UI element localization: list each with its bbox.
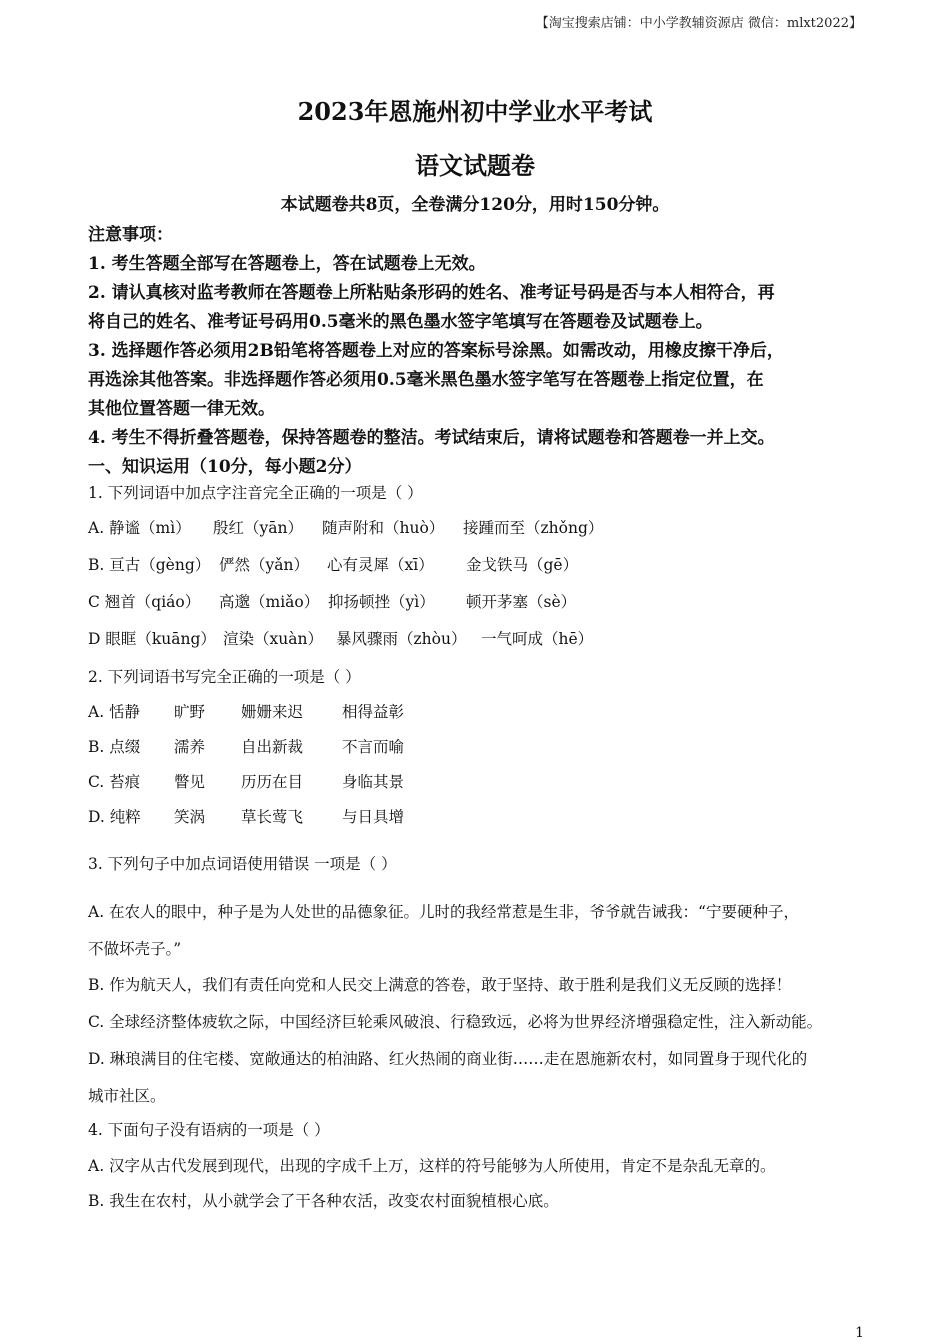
exam-title: 2023年恩施州初中学业水平考试	[297, 97, 653, 126]
question-3-option-line: 城市社区。	[88, 1087, 166, 1105]
notice-line: 1. 考生答题全部写在答题卷上，答在试题卷上无效。	[88, 254, 486, 274]
question-4-stem: 4. 下面句子没有语病的一项是（ ）	[88, 1121, 330, 1139]
exam-subtitle: 语文试题卷	[415, 151, 535, 180]
page-number: 1	[855, 1325, 864, 1341]
notice-line: 将自己的姓名、准考证号码用0.5毫米的黑色墨水签字笔填写在答题卷及试题卷上。	[88, 312, 713, 332]
notice-heading: 注意事项：	[88, 225, 173, 245]
exam-page: 【淘宝搜索店铺：中小学教辅资源店 微信：mlxt2022】 2023年恩施州初中学业水平考试 语文试题卷 本试题卷共8页，全卷满分120分，用时150分钟。 注意事项： 1. 考生答题全部写在答题卷上，答在试题卷上无效。 2. 请认真核对监考教师在答题卷上所粘贴条形码的姓名、准考证号码是否与本人相符合，再 将自己的姓名、准考证号码用0.5毫米的黑色墨水签字笔填写在答题卷及试题卷上。 3. 选择题作答必须用2B铅笔将答题卷上对应的答案标号涂黑。如需改动，用橡皮擦干净后， 再选涂其他答案。非选择题作答必须用0.5毫米黑色墨水签字笔写在答题卷上指定位置，在 其他位置答题一律无效。 4. 考生不得折叠答题卷，保持答题卷的整洁。考试结束后，请将试题卷和答题卷一并上交。 一、知识运用（10分，每小题2分） 1. 下列词语中加点字注音完全正确的一项是（ ） A. 静谧（mì） 殷红（yān） 随声附和（huò） 接踵而至（zhǒng） B. 亘古（gèng） 俨然（yǎn） 心有灵犀（xī） 金戈铁马（gē） C 翘首（qiáo） 高邈（miǎo） 抑扬顿挫（yì） 顿开茅塞（sè） D 眼眶（kuāng） 渲染（xuàn） 暴风骤雨（zhòu） 一气呵成（hē） 2. 下列词语书写完全正确的一项是（ ） A. 恬静 旷野 姗姗来迟 相得益彰 B. 点缀 濡养 自出新裁 不言而喻 C. 苔痕 瞥见 历历在目 身临其景 D. 纯粹 笑涡 草长莺飞 与日具增 3. 下列句子中加点词语使用错误 一项是（ ） A. 在农人的眼中，种子是为人处世的品德象征。儿时的我经常惹是生非，爷爷就告诫我：“宁要硬种子， 不做坏壳子。” B. 作为航天人，我们有责任向党和人民交上满意的答卷，敢于坚持、敢于胜利是我们义无反顾的选择！ C. 全球经济整体疲软之际，中国经济巨轮乘风破浪、行稳致远，必将为世界经济增强稳定性，注入新动能。 D. 琳琅满目的住宅楼、宽敞通达的柏油路、红火热闹的商业街……走在恩施新农村，如同置身于现代化的 城市社区。 4. 下面句子没有语病的一项是（ ） A. 汉字从古代发展到现代，出现的字成千上万，这样的符号能够为人所使用，肯定不是杂乱无章的。 B. 我生在农村，从小就学会了干各种农活，改变农村面貌植根心底。 1	[0, 0, 950, 1344]
question-2-stem: 2. 下列词语书写完全正确的一项是（ ）	[88, 668, 361, 686]
question-3-option-line: D. 琳琅满目的住宅楼、宽敞通达的柏油路、红火热闹的商业街……走在恩施新农村，如同置身于现代化的	[88, 1050, 808, 1068]
notice-line: 其他位置答题一律无效。	[88, 399, 275, 419]
question-3-option-line: B. 作为航天人，我们有责任向党和人民交上满意的答卷，敢于坚持、敢于胜利是我们义无反顾的选择！	[88, 976, 792, 994]
notice-line: 3. 选择题作答必须用2B铅笔将答题卷上对应的答案标号涂黑。如需改动，用橡皮擦干净后，	[88, 341, 784, 361]
question-1-stem: 1. 下列词语中加点字注音完全正确的一项是（ ）	[88, 484, 423, 502]
notice-line: 4. 考生不得折叠答题卷，保持答题卷的整洁。考试结束后，请将试题卷和答题卷一并上交。	[88, 428, 775, 448]
question-4-option-line: A. 汉字从古代发展到现代，出现的字成千上万，这样的符号能够为人所使用，肯定不是杂乱无章的。	[88, 1157, 776, 1175]
question-3-option-line: A. 在农人的眼中，种子是为人处世的品德象征。儿时的我经常惹是生非，爷爷就告诫我：“宁要硬种子，	[88, 903, 799, 921]
question-4-option-line: B. 我生在农村，从小就学会了干各种农活，改变农村面貌植根心底。	[88, 1192, 559, 1210]
question-3-option-line: C. 全球经济整体疲软之际，中国经济巨轮乘风破浪、行稳致远，必将为世界经济增强稳定性，注入新动能。	[88, 1013, 823, 1031]
question-3-stem: 3. 下列句子中加点词语使用错误 一项是（ ）	[88, 855, 397, 873]
exam-info: 本试题卷共8页，全卷满分120分，用时150分钟。	[280, 195, 670, 215]
question-3-option-line: 不做坏壳子。”	[88, 940, 182, 958]
section-heading: 一、知识运用（10分，每小题2分）	[88, 457, 362, 477]
notice-line: 再选涂其他答案。非选择题作答必须用0.5毫米黑色墨水签字笔写在答题卷上指定位置，在	[88, 370, 764, 390]
notice-line: 2. 请认真核对监考教师在答题卷上所粘贴条形码的姓名、准考证号码是否与本人相符合，再	[88, 283, 775, 303]
shop-header: 【淘宝搜索店铺：中小学教辅资源店 微信：mlxt2022】	[535, 16, 862, 31]
